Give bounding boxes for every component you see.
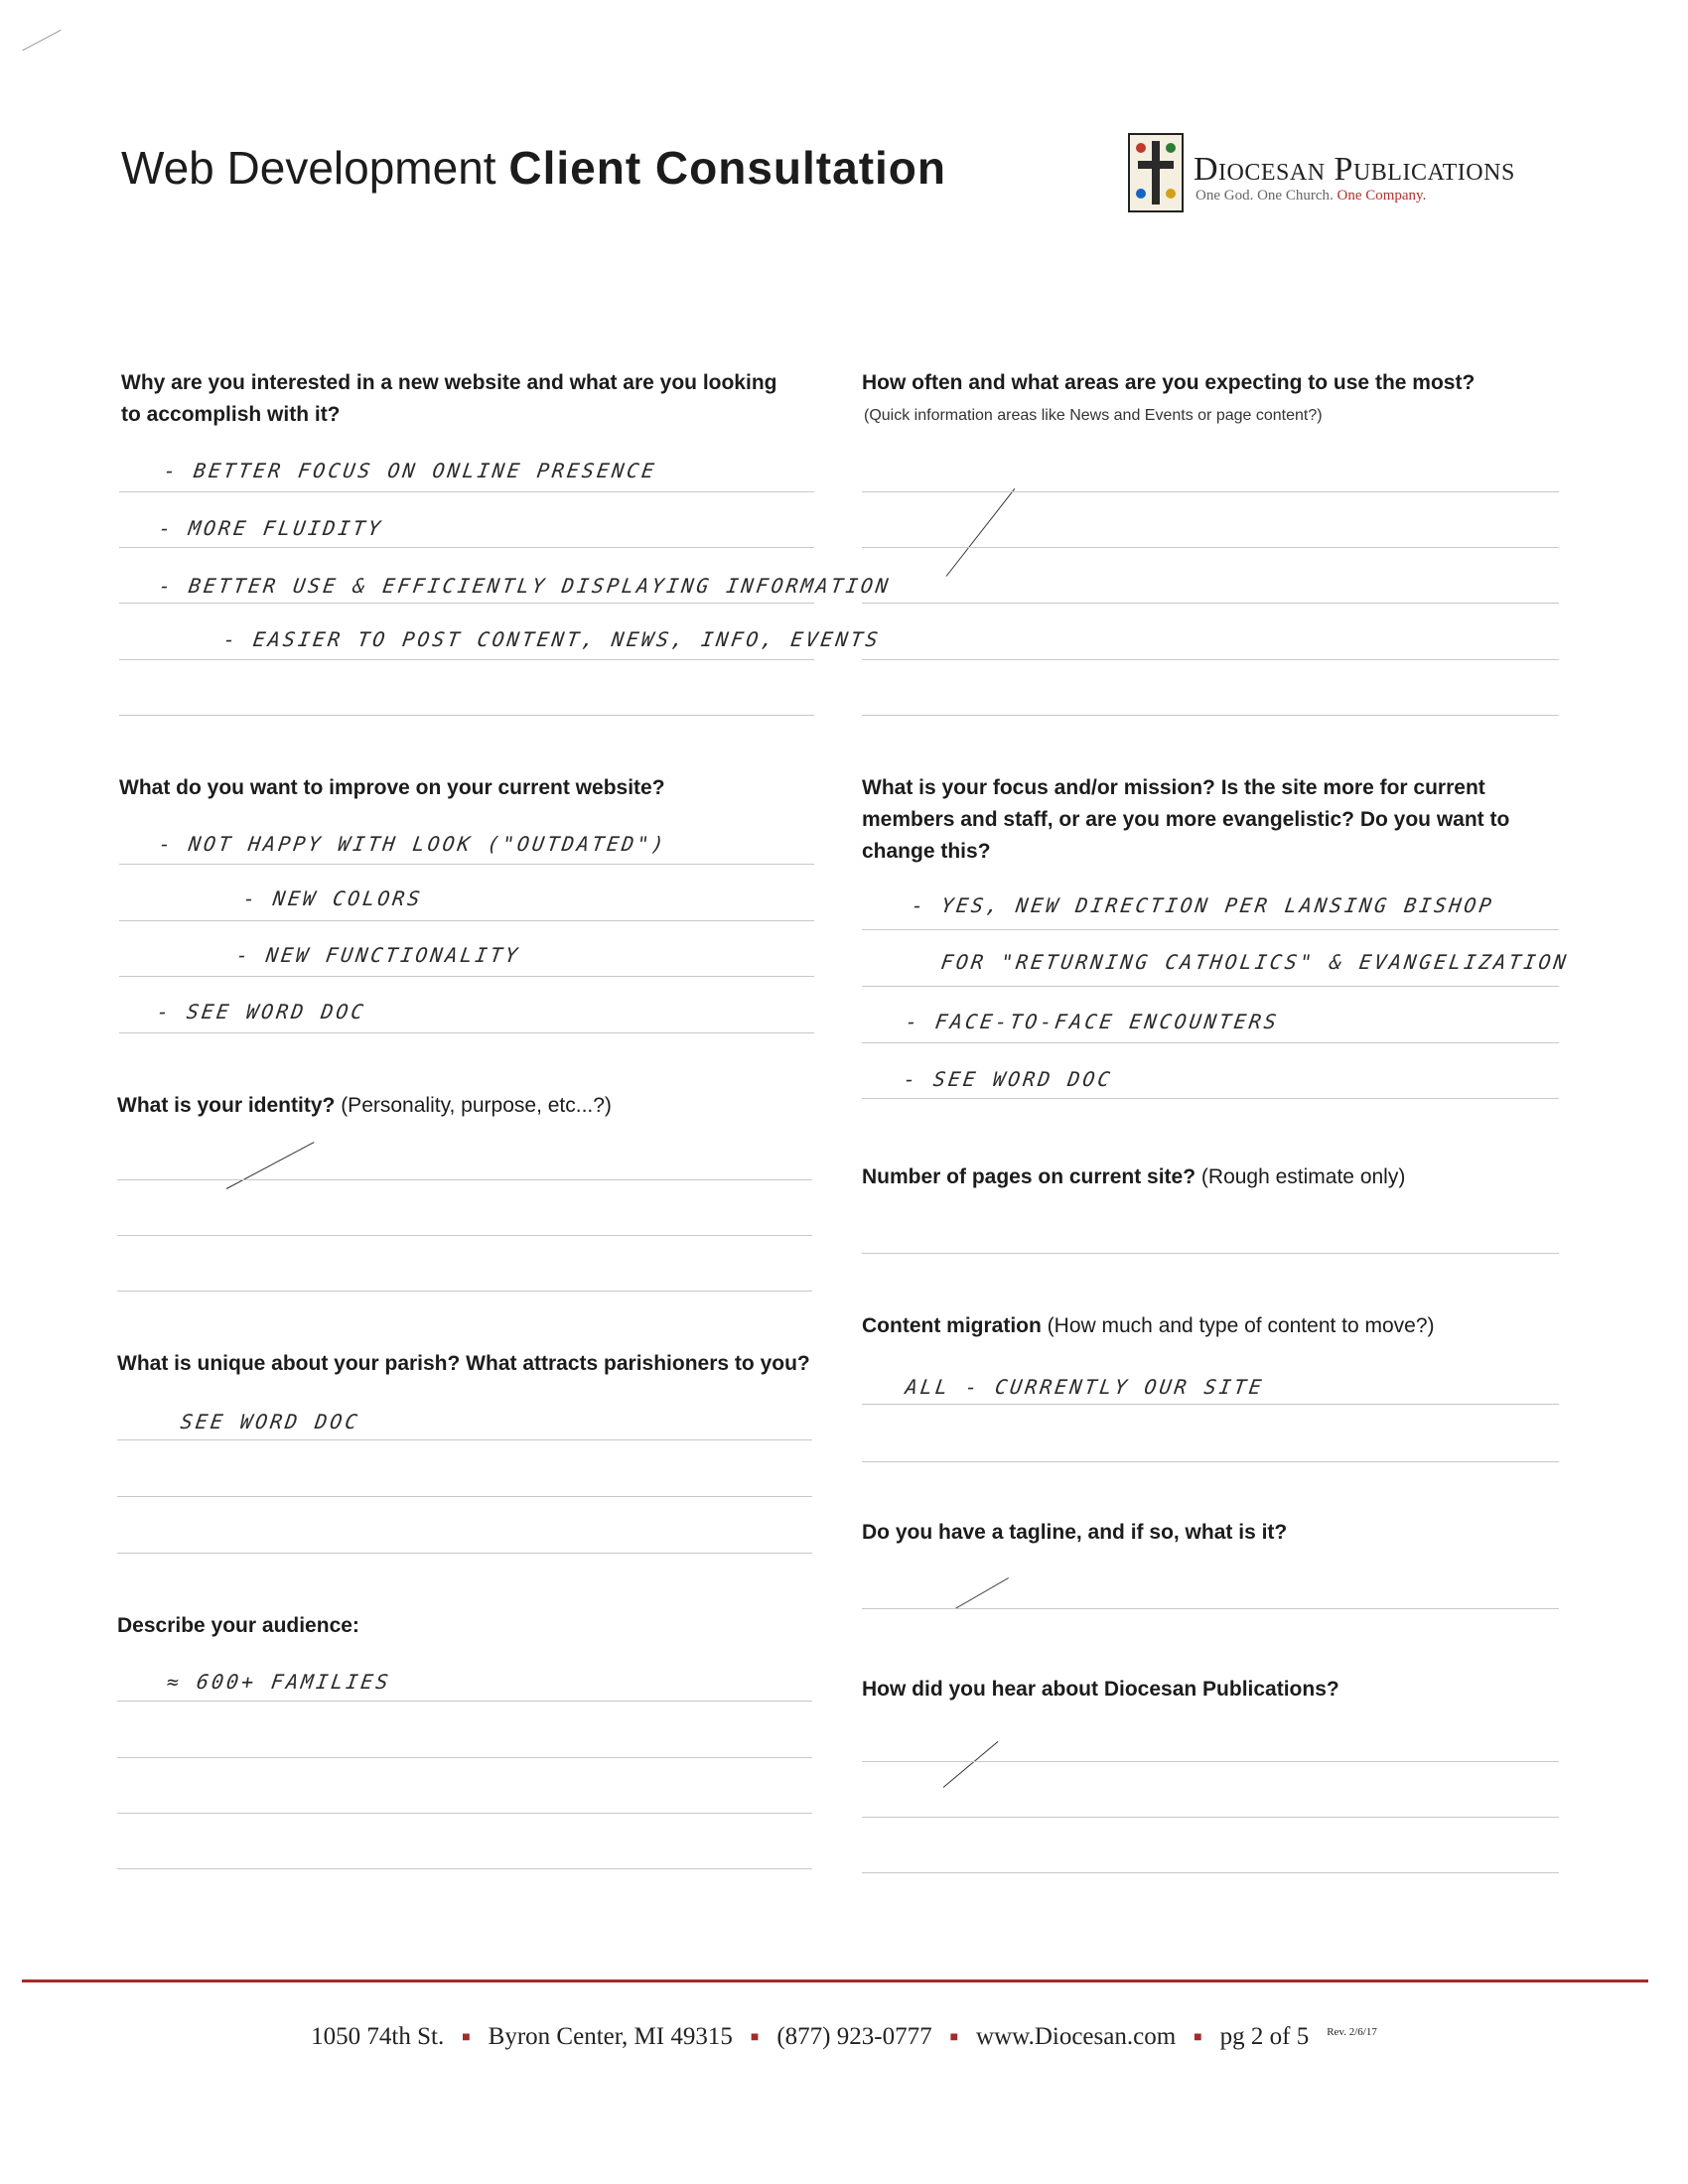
question-why-new-website: Why are you interested in a new website and what are you looking to accomplish with it? xyxy=(121,371,777,426)
answer-rule xyxy=(862,1817,1559,1818)
answer-rule xyxy=(119,864,814,865)
answer-rule xyxy=(862,491,1559,492)
question-improve-website: What do you want to improve on your current website? xyxy=(119,776,665,799)
answer-rule xyxy=(862,1608,1559,1609)
answer-rule xyxy=(119,715,814,716)
question-audience: Describe your audience: xyxy=(117,1614,359,1637)
answer-line: FOR "RETURNING CATHOLICS" & EVANGELIZATION xyxy=(939,950,1571,974)
answer-line: - SEE WORD DOC xyxy=(155,1000,368,1024)
answer-rule xyxy=(119,659,814,660)
footer-divider xyxy=(22,1979,1648,1982)
answer-line: - BETTER USE & EFFICIENTLY DISPLAYING INFORMATION xyxy=(157,574,893,598)
logo-tagline: One God. One Church. One Company. xyxy=(1196,188,1427,204)
footer-page-number: pg 2 of 5 xyxy=(1219,2023,1310,2050)
answer-line: - NEW FUNCTIONALITY xyxy=(234,943,522,967)
answer-rule xyxy=(862,986,1559,987)
footer-website-link[interactable]: www.Diocesan.com xyxy=(976,2023,1177,2050)
answer-rule xyxy=(117,1235,812,1236)
answer-rule xyxy=(119,976,814,977)
question-content-migration: Content migration (How much and type of content to move?) xyxy=(862,1314,1435,1337)
question-focus-mission: What is your focus and/or mission? Is the site more for current members and staff, or are you more evangelistic? Do you want to change this? xyxy=(862,776,1510,863)
answer-rule xyxy=(119,1032,814,1033)
cross-logo-icon xyxy=(1128,133,1184,212)
footer-address: 1050 74th St. xyxy=(311,2023,445,2050)
scan-mark xyxy=(22,30,61,52)
answer-rule xyxy=(862,1761,1559,1762)
footer-phone: (877) 923-0777 xyxy=(776,2023,932,2050)
question-unique-parish: What is unique about your parish? What attracts parishioners to you? xyxy=(117,1352,810,1375)
question-identity: What is your identity? (Personality, purpose, etc...?) xyxy=(117,1094,612,1117)
answer-rule xyxy=(117,1757,812,1758)
answer-line: SEE WORD DOC xyxy=(179,1410,362,1433)
question-hint: (Quick information areas like News and Events or page content?) xyxy=(864,407,1323,424)
answer-line: - FACE-TO-FACE ENCOUNTERS xyxy=(904,1010,1281,1033)
title-light: Web Development xyxy=(121,142,496,194)
question-usage-areas: How often and what areas are you expecting to use the most? xyxy=(862,371,1476,394)
answer-rule xyxy=(119,491,814,492)
answer-line: ALL - CURRENTLY OUR SITE xyxy=(904,1375,1266,1399)
answer-line: - MORE FLUIDITY xyxy=(157,516,385,540)
answer-line: - BETTER FOCUS ON ONLINE PRESENCE xyxy=(162,459,659,482)
answer-rule xyxy=(862,715,1559,716)
footer-revision: Rev. 2/6/17 xyxy=(1327,2025,1377,2038)
answer-rule xyxy=(862,1461,1559,1462)
answer-rule xyxy=(119,603,814,604)
answer-rule xyxy=(117,1439,812,1440)
question-tagline: Do you have a tagline, and if so, what is it? xyxy=(862,1521,1288,1544)
answer-line: - EASIER TO POST CONTENT, NEWS, INFO, EVENTS xyxy=(221,627,883,651)
answer-rule xyxy=(117,1179,812,1180)
footer: 1050 74th St. ■ Byron Center, MI 49315 ■ (877) 923-0777 ■ www.Diocesan.com ■ pg 2 of 5 $^{Rev. 2/6/17}$ xyxy=(311,2023,1377,2050)
blank-slash-mark xyxy=(946,488,1016,577)
answer-rule xyxy=(117,1496,812,1497)
blank-slash-mark xyxy=(226,1142,315,1189)
question-page-count: Number of pages on current site? (Rough estimate only) xyxy=(862,1165,1406,1188)
answer-rule xyxy=(862,603,1559,604)
answer-rule xyxy=(119,547,814,548)
answer-rule xyxy=(862,659,1559,660)
answer-rule xyxy=(862,1404,1559,1405)
answer-rule xyxy=(862,1253,1559,1254)
answer-line: - YES, NEW DIRECTION PER LANSING BISHOP xyxy=(910,893,1496,917)
answer-rule xyxy=(117,1701,812,1702)
diocesan-logo xyxy=(1128,133,1545,212)
answer-line: - NOT HAPPY WITH LOOK ("OUTDATED") xyxy=(157,832,669,856)
answer-rule xyxy=(862,547,1559,548)
answer-rule xyxy=(862,1872,1559,1873)
answer-rule xyxy=(862,1098,1559,1099)
answer-line: - NEW COLORS xyxy=(241,887,425,910)
answer-rule xyxy=(119,920,814,921)
answer-rule xyxy=(117,1868,812,1869)
answer-rule xyxy=(862,929,1559,930)
blank-slash-mark xyxy=(943,1741,999,1788)
logo-name: Diocesan Publications xyxy=(1194,151,1515,188)
title-bold: Client Consultation xyxy=(508,142,946,194)
footer-city: Byron Center, MI 49315 xyxy=(488,2023,733,2050)
answer-line: ≈ 600+ FAMILIES xyxy=(165,1670,393,1694)
question-how-heard: How did you hear about Diocesan Publications? xyxy=(862,1678,1339,1701)
blank-slash-mark xyxy=(955,1577,1009,1609)
page-title xyxy=(121,141,946,195)
answer-line: - SEE WORD DOC xyxy=(902,1067,1115,1091)
answer-rule xyxy=(862,1042,1559,1043)
answer-rule xyxy=(117,1291,812,1292)
answer-rule xyxy=(117,1813,812,1814)
answer-rule xyxy=(117,1553,812,1554)
